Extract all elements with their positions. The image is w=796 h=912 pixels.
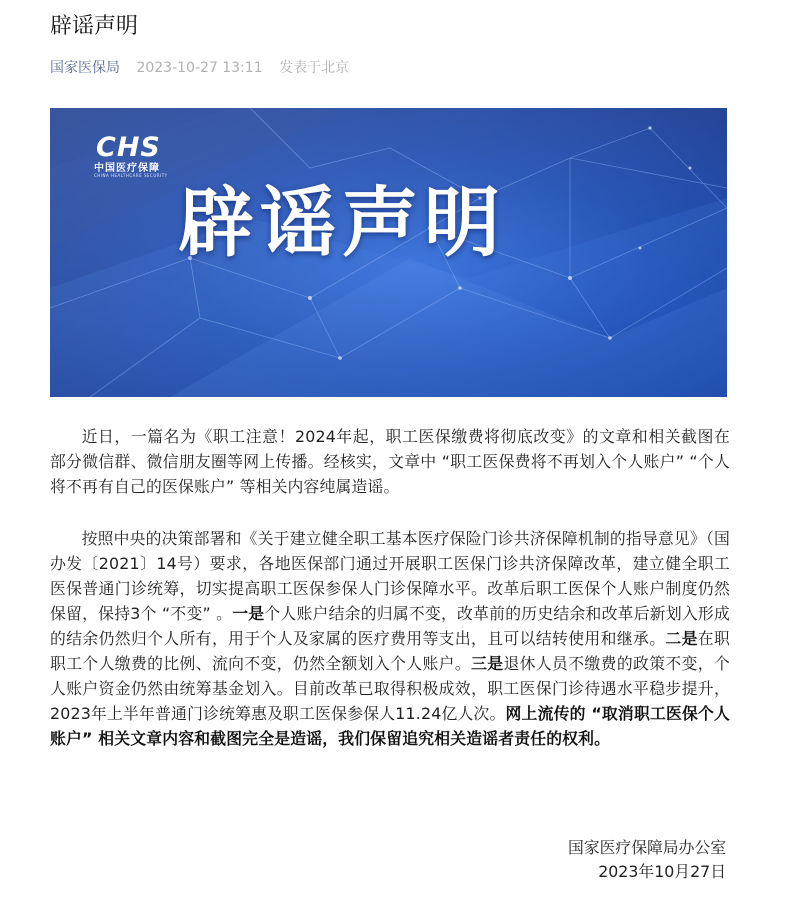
- banner-headline: 辟谣声明: [178, 178, 506, 267]
- account-name-link[interactable]: 国家医保局: [50, 60, 120, 76]
- signature-date: 2023年10月27日: [598, 862, 726, 881]
- signature-org: 国家医疗保障局办公室: [568, 838, 726, 857]
- article-meta: [50, 58, 349, 78]
- point-three-label: 三是: [471, 654, 504, 673]
- paragraph-1: 近日，一篇名为《职工注意！2024年起，职工医保缴费将彻底改变》的文章和相关截图在部分微信群、微信朋友圈等网上传播。经核实，文章中 “职工医保费将不再划入个人账户” “个人将不再有自己的医保账户” 等相关内容纯属造谣。: [50, 427, 730, 496]
- paragraph-2: [50, 526, 730, 751]
- paragraph-2-intro: 按照中央的决策部署和《关于建立健全职工基本医疗保险门诊共济保障机制的指导意见》（国办发〔2021〕14号）要求，各地医保部门通过开展职工医保门诊共济保障改革，建立健全职工医保普通门诊统筹，切实提高职工医保参保人门诊保障水平。改革后职工医保个人账户制度仍然保留，保持3个 “不变” 。: [50, 529, 730, 623]
- rumor-statement: 网上流传的 “取消职工医保个人账户” 相关文章内容和截图完全是造谣，我们保留追究相关造谣者责任的权利。: [50, 704, 731, 748]
- point-two-text: 在职职工个人缴费的比例、流向不变，仍然全额划入个人账户。: [50, 629, 730, 673]
- point-one-label: 一是: [232, 604, 265, 623]
- banner-image: [50, 108, 727, 397]
- point-one-text: 个人账户结余的归属不变，改革前的历史结余和改革后新划入形成的结余仍然归个人所有，用于个人及家属的医疗费用等支出，且可以结转使用和继承。: [50, 604, 730, 648]
- point-three-text: 退休人员不缴费的政策不变，个人账户资金仍然由统筹基金划入。目前改革已取得积极成效，职工医保门诊待遇水平稳步提升，2023年上半年普通门诊统筹惠及职工医保参保人11.24亿人次。: [50, 654, 730, 723]
- chs-logo-icon: CHS: [96, 132, 161, 163]
- publish-date: 2023-10-27 13:11: [136, 60, 263, 76]
- article-title: 辟谣声明: [50, 14, 139, 39]
- logo-chinese-text: 中国医疗保障: [94, 163, 160, 174]
- article-body: [50, 424, 730, 751]
- point-two-label: 二是: [665, 629, 698, 648]
- logo-english-text: CHINA HEALTHCARE SECURITY: [94, 173, 168, 178]
- publish-location: 发表于北京: [279, 60, 350, 76]
